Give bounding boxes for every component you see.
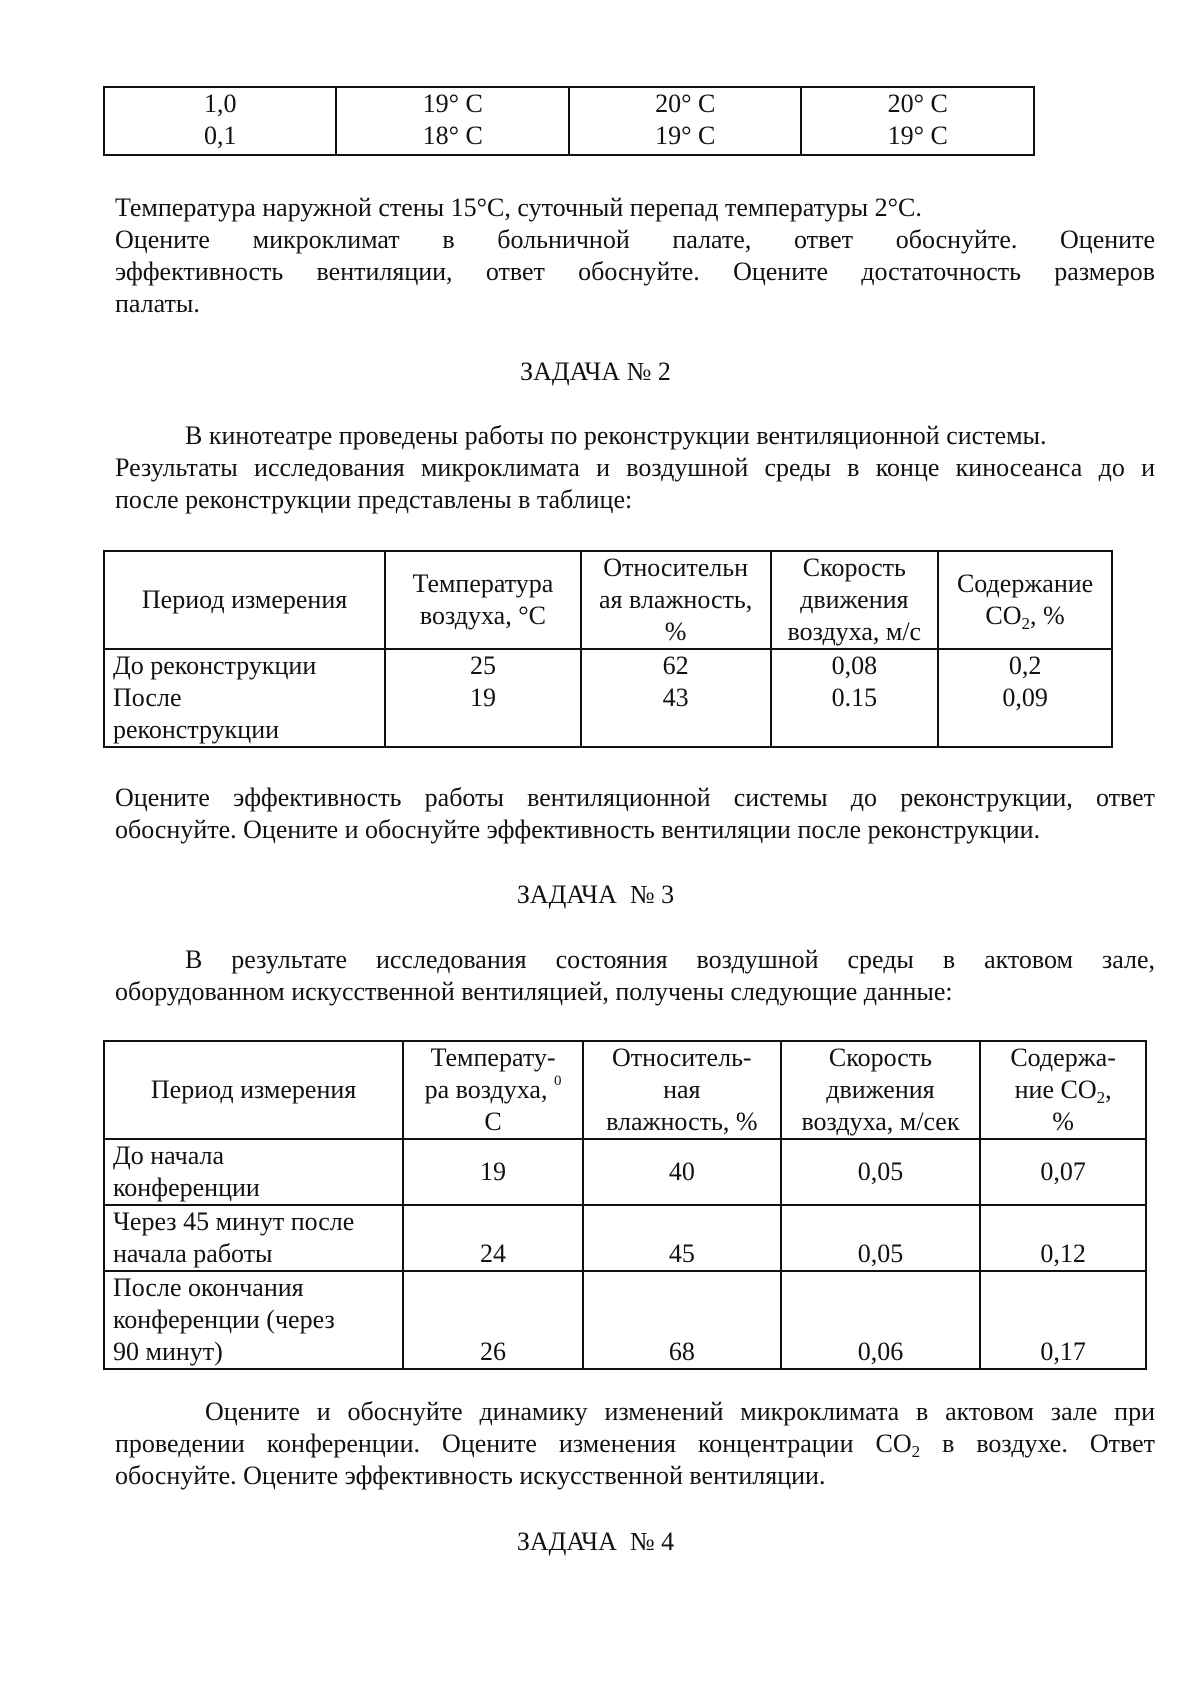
task2-intro: В кинотеатре проведены работы по реконструкции вентиляционной системы. Результаты исследования микроклимата и воздушной среды в конце киносеанса до и после реконструкции представлены в таблице: [115,421,1155,514]
task3-question: Оцените и обоснуйте динамику изменений микроклимата в актовом зале при проведении конференции. Оцените изменения концентрации $СО_2$ в воздухе. Ответ обоснуйте. Оцените эффективность искусственной вентиляции. [115,1397,1155,1490]
task3-title: ЗАДАЧА № 3 [516,880,675,909]
column-header-humidity: Относитель- ная влажность, % [583,1041,781,1139]
table-row [104,87,1034,155]
task1-question: Температура наружной стены 15°С, суточный перепад температуры 2°С. Оцените микроклимат в больничной палате, ответ обоснуйте. Оцените эффективность вентиляции, ответ обоснуйте. Оцените достаточность размеров палаты. [115,193,1155,318]
table-cell-period: До реконструкции После реконструкции [104,649,385,747]
table-cell-co2: 0,17 [980,1271,1146,1369]
table-cell: 19° C 18° C [336,87,569,155]
table-cell-humidity: 40 [583,1139,781,1205]
table-assembly-hall [103,1040,1147,1370]
task2-title: ЗАДАЧА № 2 [520,357,671,386]
column-header-temperature: Температу- ра воздуха, $^0$ С [403,1041,583,1139]
table-cell-temperature: 26 [403,1271,583,1369]
table-cell: 1,0 0,1 [104,87,336,155]
column-header-air-speed: Скорость движения воздуха, м/с [771,551,939,649]
table-cell-air-speed: 0,06 [781,1271,981,1369]
table-cell-period: После окончания конференции (через 90 минут) [104,1271,403,1369]
table-cell: 20° C 19° C [569,87,802,155]
table-cell-period: Через 45 минут после начала работы [104,1205,403,1271]
table-header-row [104,551,1112,649]
column-header-humidity: Относительн ая влажность, % [581,551,771,649]
table-row [104,1271,1146,1369]
table-cell-air-speed: 0,08 0.15 [771,649,939,747]
table-cell-humidity: 62 43 [581,649,771,747]
task2-question: Оцените эффективность работы вентиляционной системы до реконструкции, ответ обоснуйте. Оцените и обоснуйте эффективность вентиляции после реконструкции. [115,783,1155,844]
table-cell-temperature: 19 [403,1139,583,1205]
table-cinema-ventilation [103,550,1113,748]
task4-title: ЗАДАЧА № 4 [516,1527,675,1556]
table-cell-air-speed: 0,05 [781,1139,981,1205]
table-microclimate-continued [103,86,1035,156]
table-cell-air-speed: 0,05 [781,1205,981,1271]
table-cell: 20° C 19° C [801,87,1034,155]
table-row [104,1205,1146,1271]
column-header-air-speed: Скорость движения воздуха, м/сек [781,1041,981,1139]
table-cell-humidity: 45 [583,1205,781,1271]
table-header-row [104,1041,1146,1139]
table-cell-co2: 0,2 0,09 [938,649,1112,747]
table-row [104,1139,1146,1205]
column-header-period: Период измерения [104,1041,403,1139]
table-cell-co2: 0,07 [980,1139,1146,1205]
table-cell-temperature: 25 19 [385,649,581,747]
task3-intro: В результате исследования состояния воздушной среды в актовом зале, оборудованном искусственной вентиляцией, получены следующие данные: [115,945,1155,1006]
column-header-period: Период измерения [104,551,385,649]
column-header-co2: Содержание $СО_2$, % [938,551,1112,649]
table-cell-co2: 0,12 [980,1205,1146,1271]
table-row [104,649,1112,747]
table-cell-humidity: 68 [583,1271,781,1369]
table-cell-temperature: 24 [403,1205,583,1271]
column-header-co2: Содержа- ние $СО_2$, % [980,1041,1146,1139]
table-cell-period: До начала конференции [104,1139,403,1205]
column-header-temperature: Температура воздуха, °С [385,551,581,649]
